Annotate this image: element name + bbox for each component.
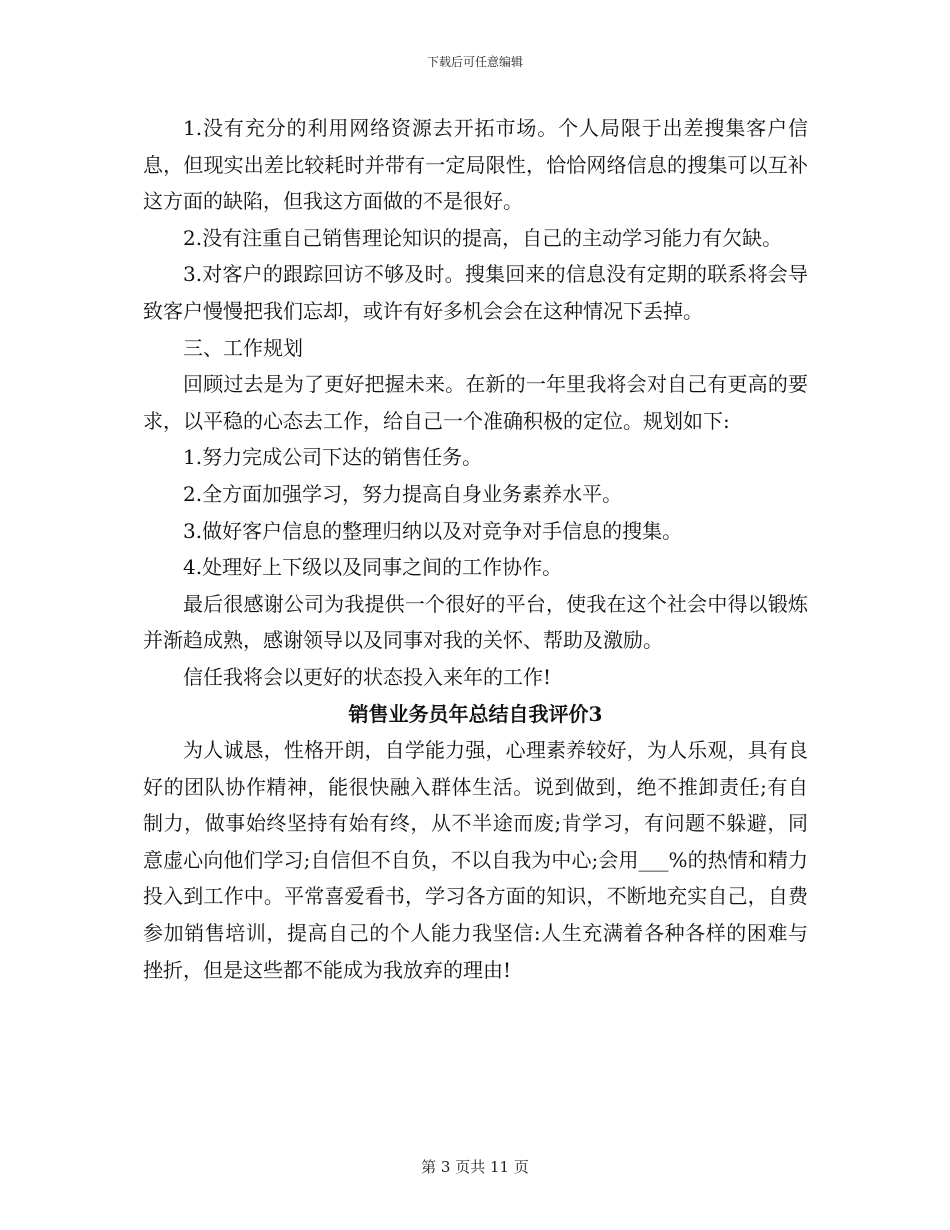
section-title: 销售业务员年总结自我评价3 xyxy=(348,701,603,726)
paragraph-plan-intro: 回顾过去是为了更好把握未来。在新的一年里我将会对自己有更高的要求，以平稳的心态去工作，给自己一个准确积极的定位。规划如下: xyxy=(143,372,808,433)
paragraph-thanks: 最后很感谢公司为我提供一个很好的平台，使我在这个社会中得以锻炼并渐趋成熟，感谢领导以及同事对我的关怀、帮助及激励。 xyxy=(143,591,808,653)
paragraph-self-evaluation: 为人诚恳，性格开朗，自学能力强，心理素养较好，为人乐观，具有良好的团队协作精神，能很快融入群体生活。说到做到，绝不推卸责任;有自制力，做事始终坚持有始有终，从不半途而废;肯学习，有问题不躲避，同意虚心向他们学习;自信但不自负，不以自我为中心;会用___%的热情和精力投入到工作中。平常喜爱看书，学习各方面的知识，不断地充实自己，自费参加销售培训，提高自己的个人能力我坚信:人生充满着各种各样的困难与挫折，但是这些都不能成为我放弃的理由! xyxy=(143,738,808,982)
paragraph-closing: 信任我将会以更好的状态投入来年的工作! xyxy=(183,664,552,689)
paragraph-issue-1: 1.没有充分的利用网络资源去开拓市场。个人局限于出差搜集客户信息，但现实出差比较耗时并带有一定局限性，恰恰网络信息的搜集可以互补这方面的缺陷，但我这方面做的不是很好。 xyxy=(143,116,808,214)
document-body xyxy=(143,110,808,988)
plan-item-1: 1.努力完成公司下达的销售任务。 xyxy=(183,445,483,470)
plan-item-3: 3.做好客户信息的整理归纳以及对竞争对手信息的搜集。 xyxy=(183,518,683,543)
paragraph-issue-3: 3.对客户的跟踪回访不够及时。搜集回来的信息没有定期的联系将会导致客户慢慢把我们忘却，或许有好多机会会在这种情况下丢掉。 xyxy=(143,262,808,323)
plan-item-4: 4.处理好上下级以及同事之间的工作协作。 xyxy=(183,555,563,580)
page-number: 第 3 页共 11 页 xyxy=(421,1158,529,1176)
plan-item-2: 2.全方面加强学习，努力提高自身业务素养水平。 xyxy=(183,481,623,506)
header-note: 下载后可任意编辑 xyxy=(426,55,523,69)
section-heading-work-plan: 三、工作规划 xyxy=(183,335,303,360)
paragraph-issue-2: 2.没有注重自己销售理论知识的提高，自己的主动学习能力有欠缺。 xyxy=(183,225,783,250)
